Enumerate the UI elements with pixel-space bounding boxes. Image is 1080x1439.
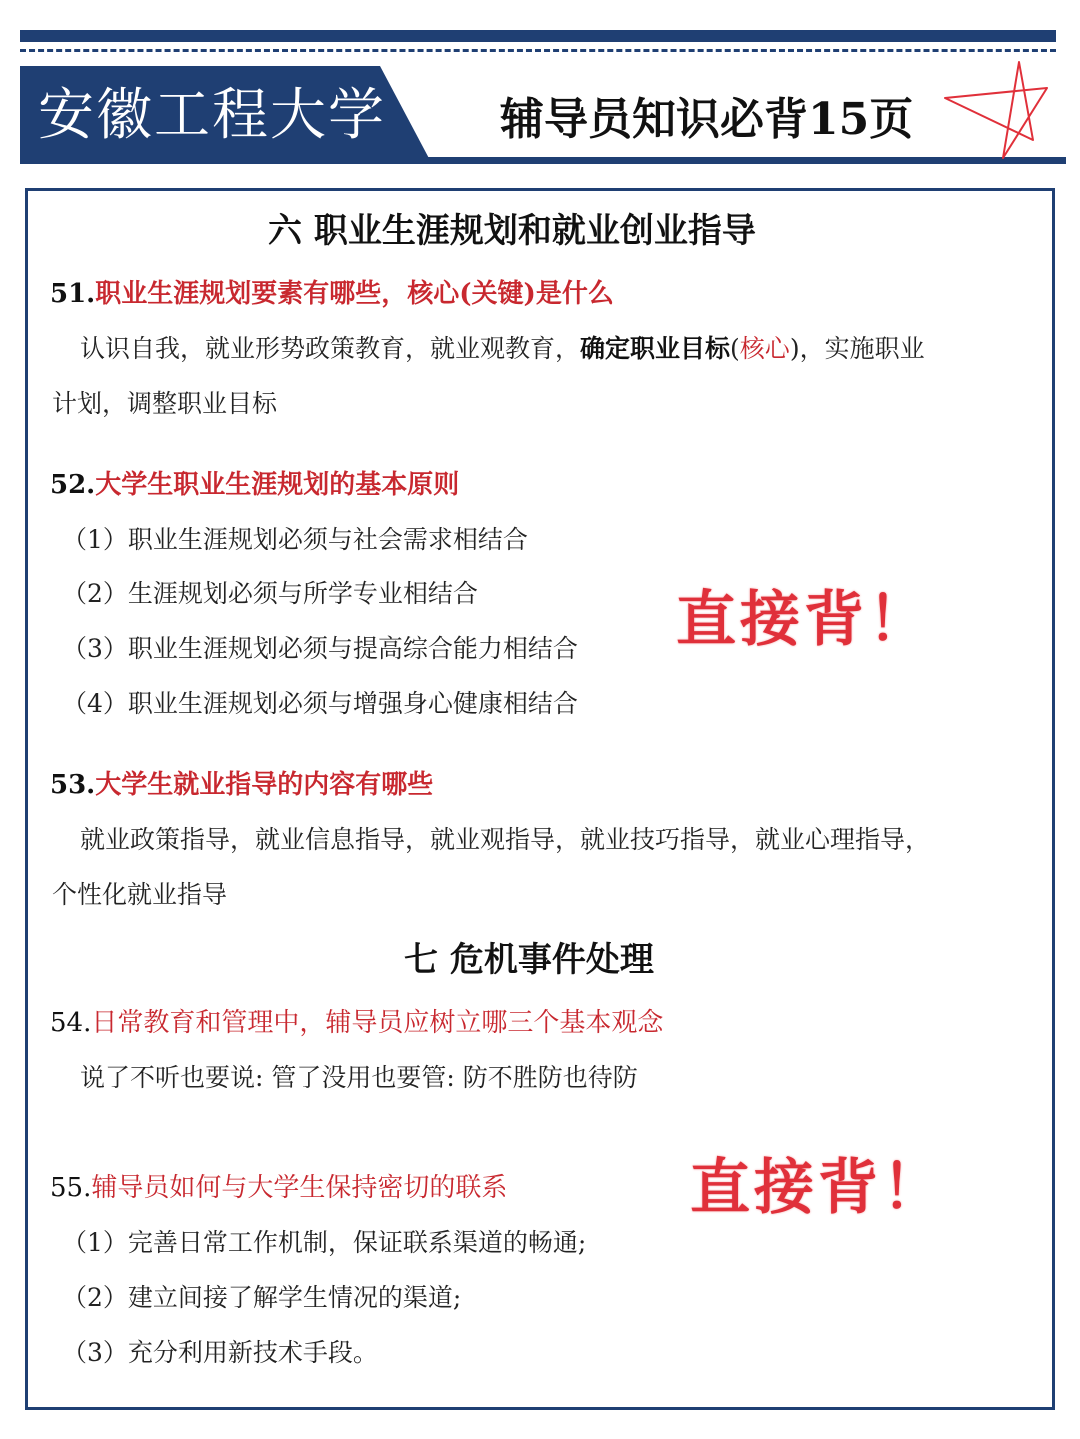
answer-53-line1: 就业政策指导，就业信息指导，就业观指导，就业技巧指导，就业心理指导， [80,825,931,854]
answer-51-paren: ( [730,334,740,363]
question-55 [50,1168,507,1208]
answer-51-key-term: 确定职业目标 [580,334,731,363]
header-dashed-line [20,49,1056,52]
question-52-text: 大学生职业生涯规划的基本原则 [95,470,460,500]
method-item: （1）完善日常工作机制，保证联系渠道的畅通; [62,1228,587,1257]
answer-51-part1: 认识自我，就业形势政策教育，就业观教育， [80,334,581,363]
question-51 [50,274,614,314]
question-53-number: 53. [50,770,96,800]
memorize-stamp-2: 直接背！ [690,1153,946,1223]
answer-51-core: 核心 [739,334,790,363]
header-top-bar [20,30,1056,42]
question-54-number: 54. [50,1008,92,1038]
question-52-number: 52. [50,470,96,500]
star-icon [935,58,1055,163]
answer-51-part2: )，实施职业 [789,334,925,363]
section-6-title: 六 职业生涯规划和就业创业指导 [268,211,756,251]
question-54 [50,1003,663,1043]
principle-item: （1）职业生涯规划必须与社会需求相结合 [62,525,528,554]
method-item: （3）充分利用新技术手段。 [62,1338,378,1367]
page-subtitle: 辅导员知识必背15页 [500,94,914,145]
question-53 [50,765,433,805]
answer-51-line2: 计划，调整职业目标 [52,389,278,418]
answer-51-line1 [80,329,925,369]
principle-item: （3）职业生涯规划必须与提高综合能力相结合 [62,634,578,663]
answer-54: 说了不听也要说: 管了没用也要管: 防不胜防也待防 [80,1063,638,1092]
question-55-text: 辅导员如何与大学生保持密切的联系 [91,1173,508,1203]
question-51-text: 职业生涯规划要素有哪些，核心(关键)是什么 [95,279,614,309]
section-7-title: 七 危机事件处理 [404,940,654,980]
school-name: 安徽工程大学 [38,83,386,148]
principle-item: （2）生涯规划必须与所学专业相结合 [62,579,478,608]
question-54-text: 日常教育和管理中，辅导员应树立哪三个基本观念 [91,1008,664,1038]
question-53-text: 大学生就业指导的内容有哪些 [95,770,434,800]
question-52 [50,465,459,505]
question-51-number: 51. [50,279,96,309]
memorize-stamp-1: 直接背！ [676,585,932,655]
header-underline [20,157,1066,164]
principle-item: （4）职业生涯规划必须与增强身心健康相结合 [62,689,578,718]
method-item: （2）建立间接了解学生情况的渠道; [62,1283,462,1312]
answer-53-line2: 个性化就业指导 [52,880,228,909]
question-55-number: 55. [50,1173,92,1203]
